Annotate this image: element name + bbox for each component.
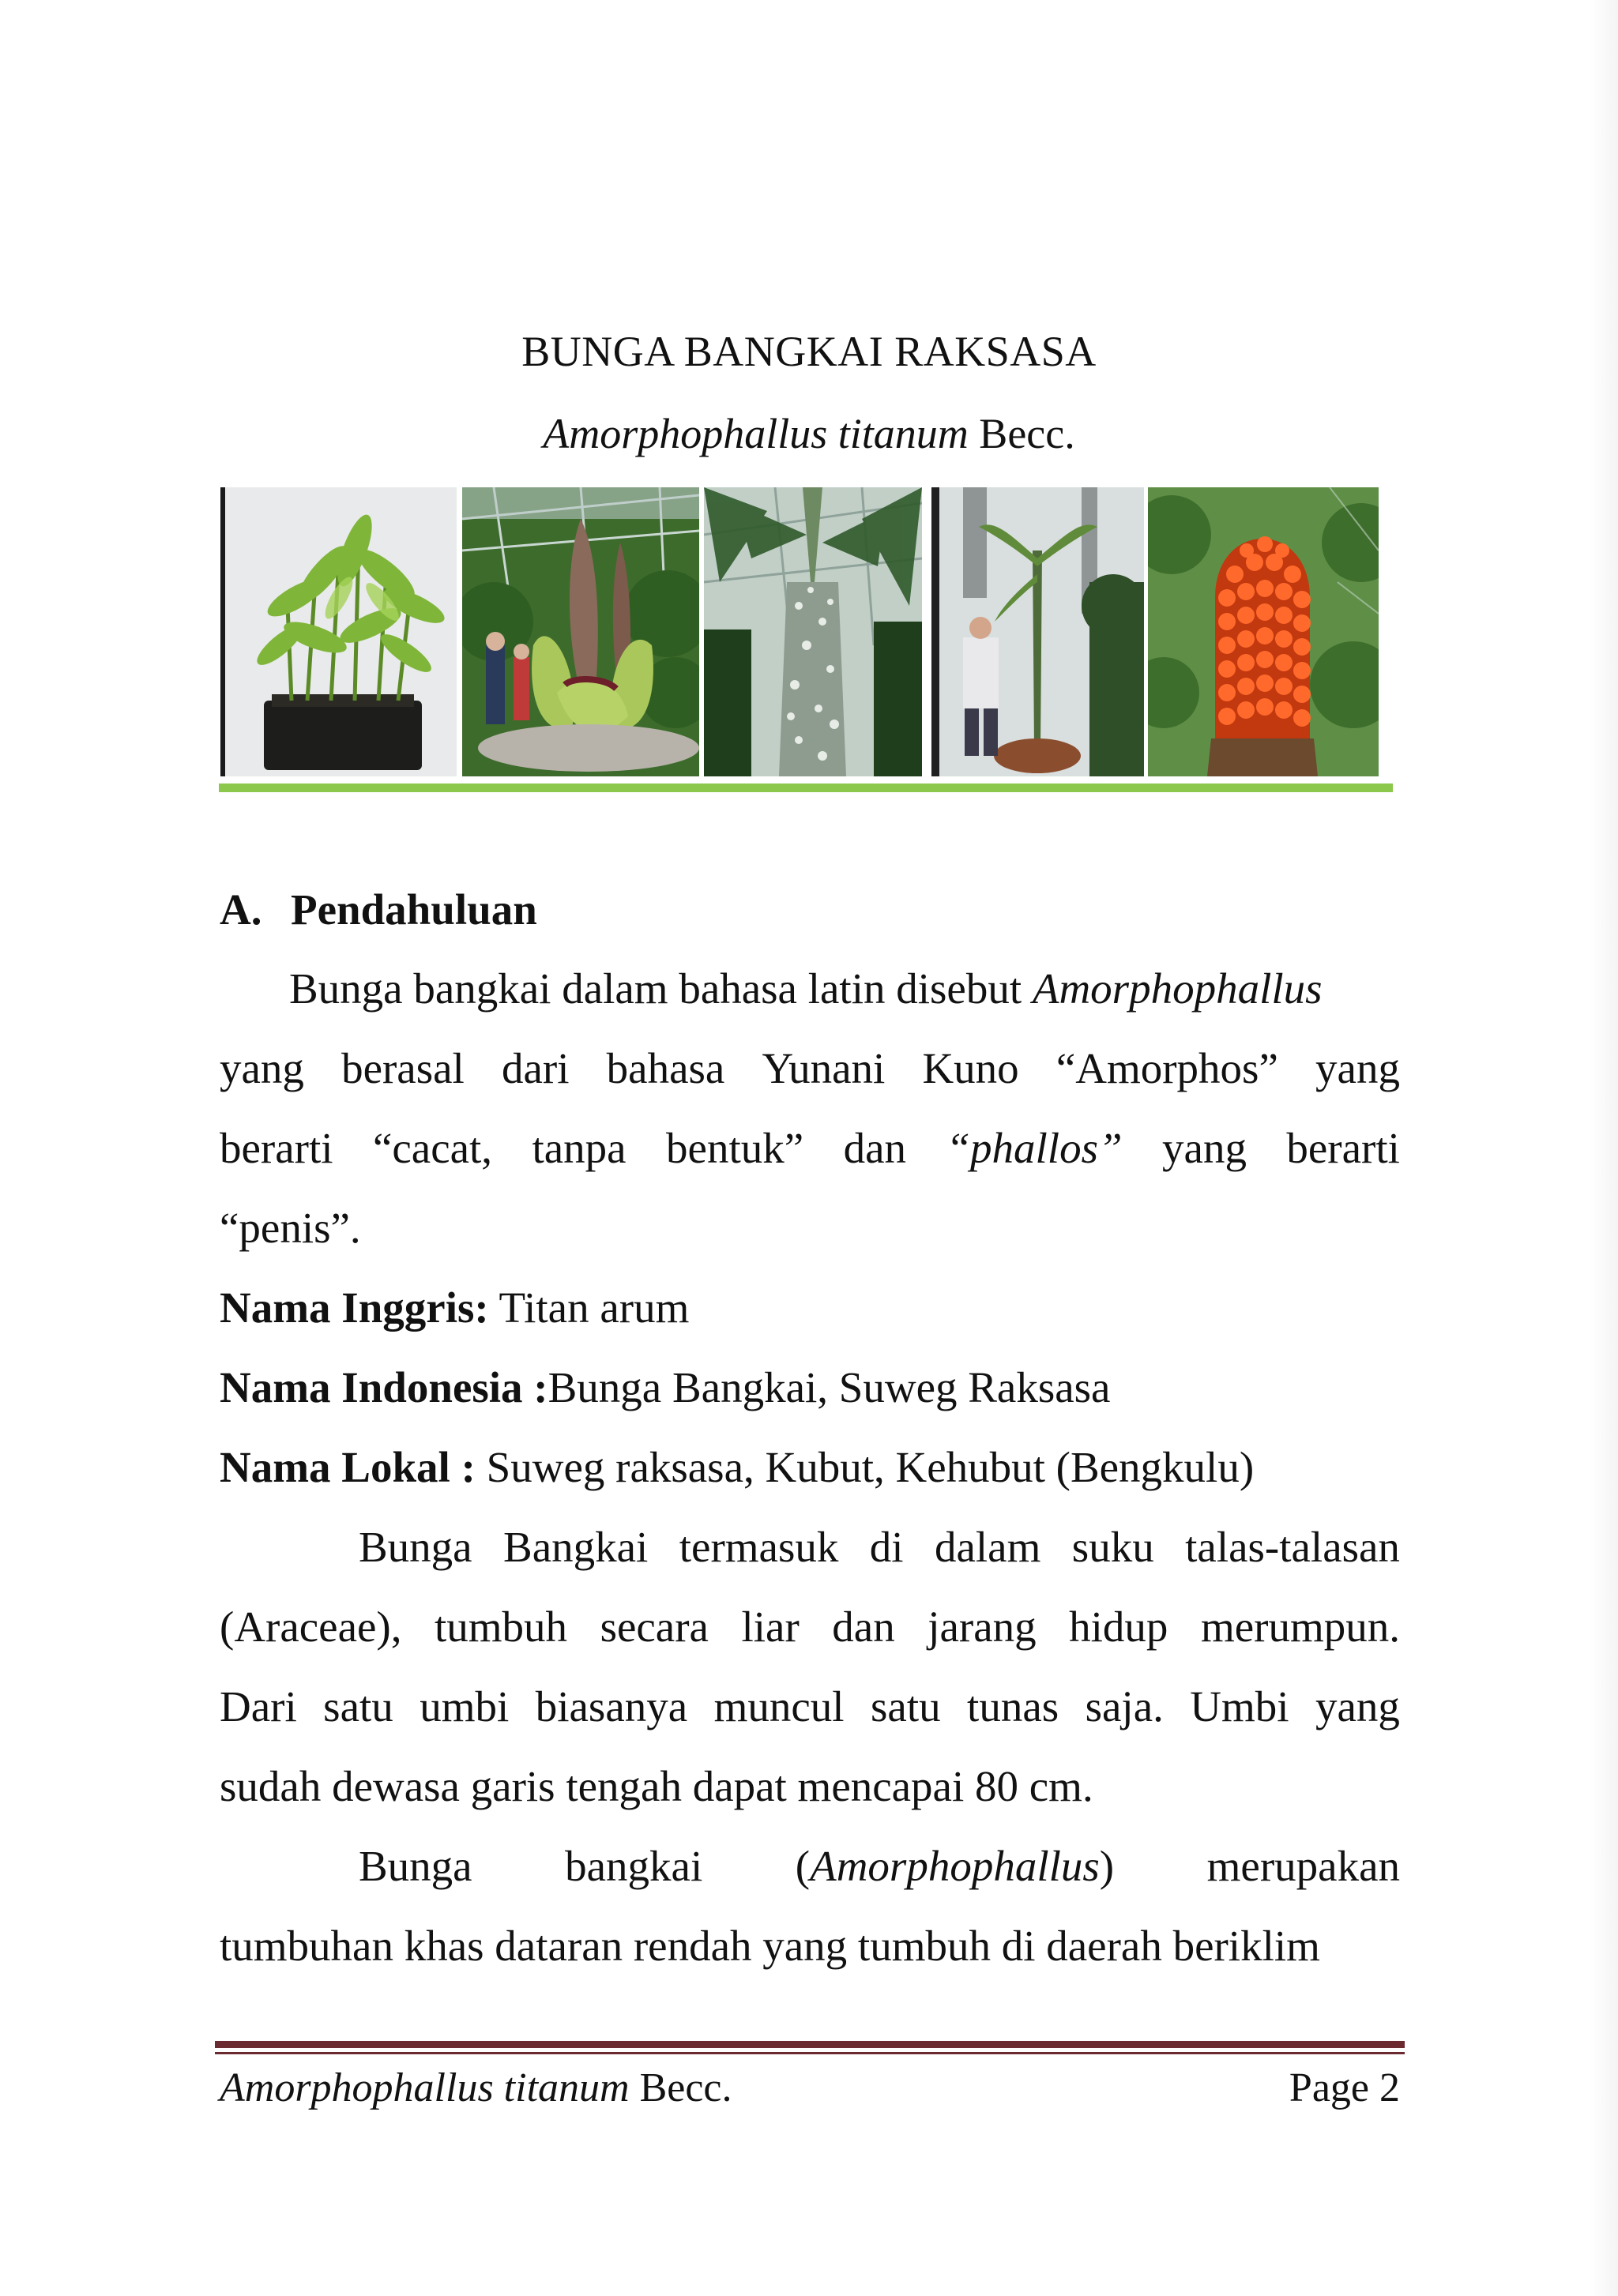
latin-name: Amorphophallus — [810, 1842, 1100, 1890]
subtitle-species-name: Amorphophallus titanum — [543, 410, 969, 457]
word: (Araceae), — [220, 1603, 402, 1651]
english-name-label: Nama Inggris: — [220, 1283, 489, 1332]
page-number: Page 2 — [1289, 2065, 1400, 2110]
word: umbi — [420, 1682, 510, 1730]
word: “cacat, — [372, 1124, 493, 1172]
word: Dari — [220, 1682, 297, 1730]
intro-line-4: “penis”. — [220, 1204, 361, 1252]
word: liar — [741, 1603, 800, 1651]
para2-line-1 — [220, 1520, 1400, 1574]
word: hidup — [1069, 1603, 1168, 1651]
word: muncul — [713, 1682, 845, 1730]
word: saja. — [1085, 1682, 1164, 1730]
indonesian-name-value: Bunga Bangkai, Suweg Raksasa — [547, 1363, 1111, 1411]
photo-strip-divider — [219, 783, 1393, 792]
word: biasanya — [535, 1682, 688, 1730]
word: tanpa — [532, 1124, 627, 1172]
word: satu — [323, 1682, 393, 1730]
word: Bangkai — [503, 1523, 649, 1571]
local-name-row — [220, 1441, 1400, 1494]
para3-line-1 — [220, 1839, 1400, 1893]
word: Bunga — [359, 1523, 472, 1571]
intro-line-2 — [220, 1042, 1400, 1095]
word: dari — [501, 1044, 570, 1092]
close-paren: ) — [1099, 1842, 1115, 1890]
intro-line-3 — [220, 1122, 1400, 1175]
word: secara — [600, 1603, 709, 1651]
word: termasuk — [679, 1523, 839, 1571]
local-name-value: Suweg raksasa, Kubut, Kehubut (Bengkulu) — [475, 1443, 1255, 1491]
leaf-plant-photo — [931, 487, 1144, 776]
word: bangkai — [565, 1842, 703, 1890]
word: tunas — [967, 1682, 1059, 1730]
word: dan — [843, 1124, 906, 1172]
intro-latin-name: Amorphophallus — [1032, 964, 1323, 1013]
english-name-value: Titan arum — [488, 1283, 690, 1332]
word: yang — [220, 1044, 304, 1092]
document-title: BUNGA BANGKAI RAKSASA — [521, 328, 1097, 375]
fruit-cluster-photo — [1148, 487, 1379, 776]
english-name-row — [220, 1281, 1400, 1335]
section-heading — [220, 883, 537, 937]
word: Bunga — [359, 1842, 472, 1890]
footer-species-name: Amorphophallus titanum — [220, 2065, 630, 2110]
para2-line-3 — [220, 1680, 1400, 1734]
word: berarti — [1286, 1124, 1400, 1172]
intro-line-1 — [220, 962, 1400, 1016]
word: yang — [1315, 1044, 1400, 1092]
word: dalam — [934, 1523, 1041, 1571]
word: tumbuh — [435, 1603, 568, 1651]
word: merupakan — [1206, 1842, 1400, 1890]
word: bahasa — [606, 1044, 725, 1092]
footer-author: Becc. — [629, 2065, 732, 2110]
latin-name-parenthetical — [796, 1839, 1114, 1893]
word: berasal — [341, 1044, 465, 1092]
word: dan — [832, 1603, 895, 1651]
word: jarang — [928, 1603, 1037, 1651]
footer-running-title — [220, 2063, 732, 2114]
footer-rule-thick — [215, 2041, 1405, 2048]
section-number: A. — [220, 885, 262, 934]
flowering-plant-photo — [462, 487, 699, 776]
word: suku — [1071, 1523, 1154, 1571]
indonesian-name-label: Nama Indonesia : — [220, 1363, 548, 1411]
word: bentuk” — [666, 1124, 804, 1172]
subtitle-author: Becc. — [968, 410, 1075, 457]
section-title: Pendahuluan — [291, 885, 537, 934]
word: talas-talasan — [1185, 1523, 1400, 1571]
word: berarti — [220, 1124, 333, 1172]
word: di — [869, 1523, 904, 1571]
word: satu — [871, 1682, 941, 1730]
local-name-label: Nama Lokal : — [220, 1443, 476, 1491]
word: yang — [1162, 1124, 1247, 1172]
stem-photo — [704, 487, 922, 776]
document-subtitle — [0, 408, 1618, 460]
word: “Amorphos” — [1055, 1044, 1278, 1092]
word: Umbi — [1190, 1682, 1289, 1730]
para2-line-2 — [220, 1600, 1400, 1654]
indonesian-name-row — [220, 1361, 1400, 1415]
word: Kuno — [922, 1044, 1019, 1092]
para2-line-4: sudah dewasa garis tengah dapat mencapai 80 cm. — [220, 1762, 1093, 1810]
word: merumpun. — [1200, 1603, 1400, 1651]
para3-line-2: tumbuhan khas dataran rendah yang tumbuh di daerah beriklim — [220, 1922, 1320, 1970]
footer-rule-thin — [215, 2052, 1405, 2054]
word-italic: “phallos” — [946, 1124, 1123, 1172]
word: Yunani — [762, 1044, 886, 1092]
intro-text: Bunga bangkai dalam bahasa latin disebut — [289, 964, 1033, 1013]
word: yang — [1315, 1682, 1400, 1730]
seedlings-photo — [220, 487, 457, 776]
open-paren: ( — [795, 1842, 811, 1890]
